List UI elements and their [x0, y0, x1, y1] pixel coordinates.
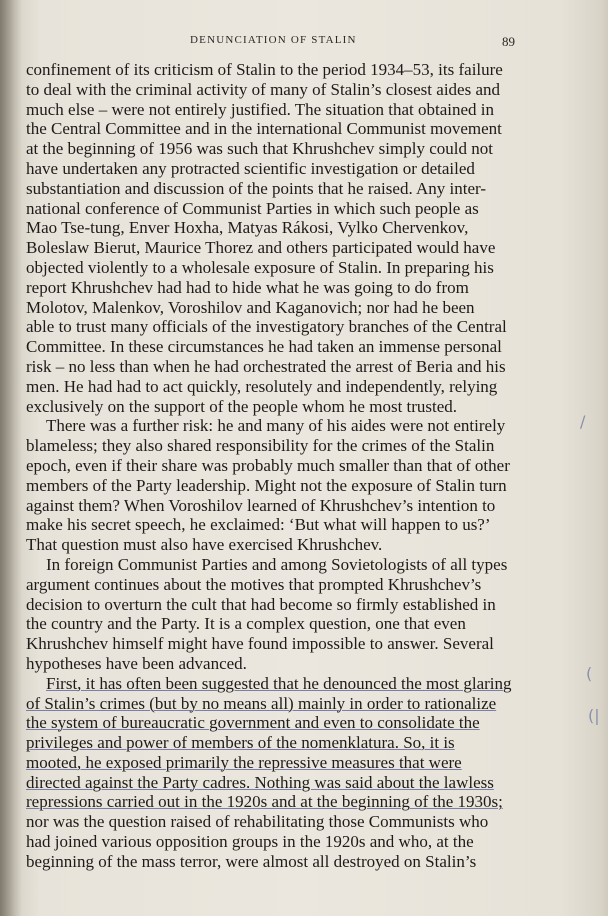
text-line: had joined various opposition groups in the 1920s and who, at the: [26, 832, 474, 852]
text-line: Boleslaw Bierut, Maurice Thorez and others participated would have: [26, 238, 496, 258]
pencil-margin-mark: (: [586, 664, 593, 683]
text-line: directed against the Party cadres. Nothing was said about the lawless: [26, 772, 494, 792]
text-line: epoch, even if their share was probably much smaller than that of other: [26, 455, 510, 475]
text-line: repressions carried out in the 1920s and at the beginning of the 1930s;: [26, 792, 503, 812]
body-text: [26, 60, 586, 872]
text-line: argument continues about the motives that prompted Khrushchev’s: [26, 574, 482, 594]
text-line: blameless; they also shared responsibility for the crimes of the Stalin: [26, 436, 495, 456]
text-line: Mao Tse-tung, Enver Hoxha, Matyas Rákosi, Vylko Chervenkov,: [26, 218, 469, 238]
text-line: at the beginning of 1956 was such that Khrushchev simply could not: [26, 139, 493, 159]
text-line: have undertaken any protracted scientific investigation or detailed: [26, 158, 475, 178]
text-line: Molotov, Malenkov, Voroshilov and Kaganovich; nor had he been: [26, 297, 475, 317]
text-line: First, it has often been suggested that he denounced the most glaring: [46, 673, 512, 693]
pencil-margin-mark: /: [580, 412, 586, 431]
text-line: risk – no less than when he had orchestrated the arrest of Beria and his: [26, 356, 506, 376]
text-line: much else – were not entirely justified. The situation that obtained in: [26, 99, 495, 119]
text-line: hypotheses have been advanced.: [26, 653, 247, 673]
text-line: to deal with the criminal activity of many of Stalin’s closest aides and: [26, 79, 500, 99]
text-line: mooted, he exposed primarily the repressive measures that were: [26, 752, 462, 772]
text-line: men. He had had to act quickly, resolutely and independently, relying: [26, 376, 498, 396]
text-line: of Stalin’s crimes (but by no means all) mainly in order to rationalize: [26, 693, 497, 713]
text-line: the Central Committee and in the international Communist movement: [26, 119, 502, 139]
gutter-shadow: [0, 0, 22, 916]
text-line: the system of bureaucratic government and even to consolidate the: [26, 713, 480, 733]
text-line: report Khrushchev had had to hide what he was going to do from: [26, 277, 469, 297]
text-line: able to trust many officials of the investigatory branches of the Central: [26, 317, 507, 337]
text-line: beginning of the mass terror, were almost all destroyed on Stalin’s: [26, 851, 477, 871]
text-line: nor was the question raised of rehabilitating those Communists who: [26, 812, 489, 832]
text-line: There was a further risk: he and many of his aides were not entirely: [46, 416, 506, 436]
text-line: decision to overturn the cult that had become so firmly established in: [26, 594, 496, 614]
text-line: against them? When Voroshilov learned of Khrushchev’s intention to: [26, 495, 496, 515]
page-number: 89: [502, 34, 515, 49]
text-line: Khrushchev himself might have found impossible to answer. Several: [26, 634, 494, 654]
text-line: exclusively on the support of the people whom he most trusted.: [26, 396, 458, 416]
text-line: privileges and power of members of the nomenklatura. So, it is: [26, 733, 455, 753]
text-line: make his secret speech, he exclaimed: ‘But what will happen to us?’: [26, 515, 491, 535]
text-line: objected violently to a wholesale exposure of Stalin. In preparing his: [26, 257, 494, 277]
text-line: That question must also have exercised Khrushchev.: [26, 535, 383, 555]
running-head: DENUNCIATION OF STALIN: [190, 34, 357, 46]
text-line: In foreign Communist Parties and among Sovietologists of all types: [46, 554, 508, 574]
text-line: members of the Party leadership. Might not the exposure of Stalin turn: [26, 475, 507, 495]
text-line: confinement of its criticism of Stalin to the period 1934–53, its failure: [26, 60, 503, 79]
pencil-margin-mark: (|: [588, 706, 600, 725]
text-line: national conference of Communist Parties in which such people as: [26, 198, 479, 218]
text-line: Committee. In these circumstances he had taken an immense personal: [26, 337, 502, 357]
text-line: the country and the Party. It is a complex question, one that even: [26, 614, 466, 634]
text-line: substantiation and discussion of the points that he raised. Any inter-: [26, 178, 487, 198]
